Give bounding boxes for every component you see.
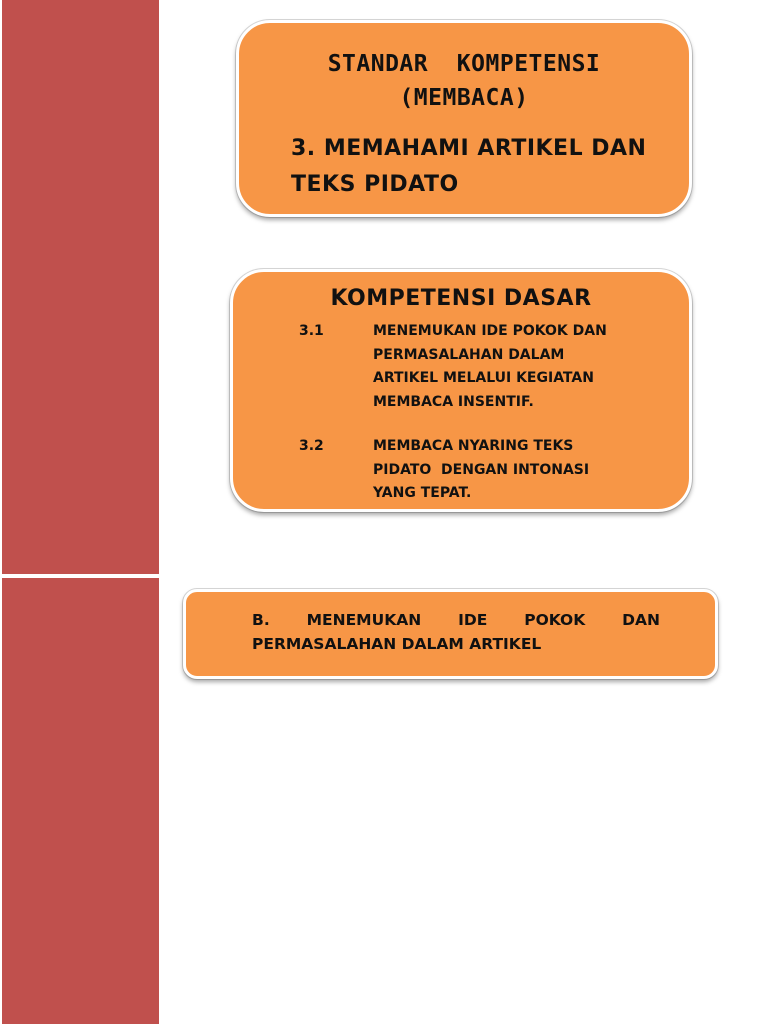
- item-number: 3.2: [299, 438, 324, 454]
- kompetensi-dasar-box: [230, 269, 692, 512]
- section-b-heading: B. MENEMUKAN IDE POKOK DAN PERMASALAHAN DALAM ARTIKEL: [252, 611, 660, 653]
- kompetensi-dasar-title: KOMPETENSI DASAR: [330, 286, 592, 311]
- standar-kompetensi-statement: 3. MEMAHAMI ARTIKEL DAN TEKS PIDATO: [291, 136, 647, 197]
- left-sidebar: [0, 0, 160, 1024]
- standar-kompetensi-box: [236, 20, 692, 217]
- item-number: 3.1: [299, 323, 324, 339]
- standar-kompetensi-subtitle-paren: (MEMBACA): [399, 85, 529, 111]
- sidebar-band-bottom: [2, 578, 159, 1024]
- sidebar-band-top: [2, 0, 159, 574]
- section-b-box: [183, 589, 718, 679]
- item-text: MEMBACA NYARING TEKS PIDATO DENGAN INTONASI YANG TEPAT.: [373, 438, 594, 501]
- standar-kompetensi-title: STANDAR KOMPETENSI: [327, 51, 601, 77]
- item-text: MENEMUKAN IDE POKOK DAN PERMASALAHAN DALAM ARTIKEL MELALUI KEGIATAN MEMBACA INSENTIF.: [373, 323, 607, 410]
